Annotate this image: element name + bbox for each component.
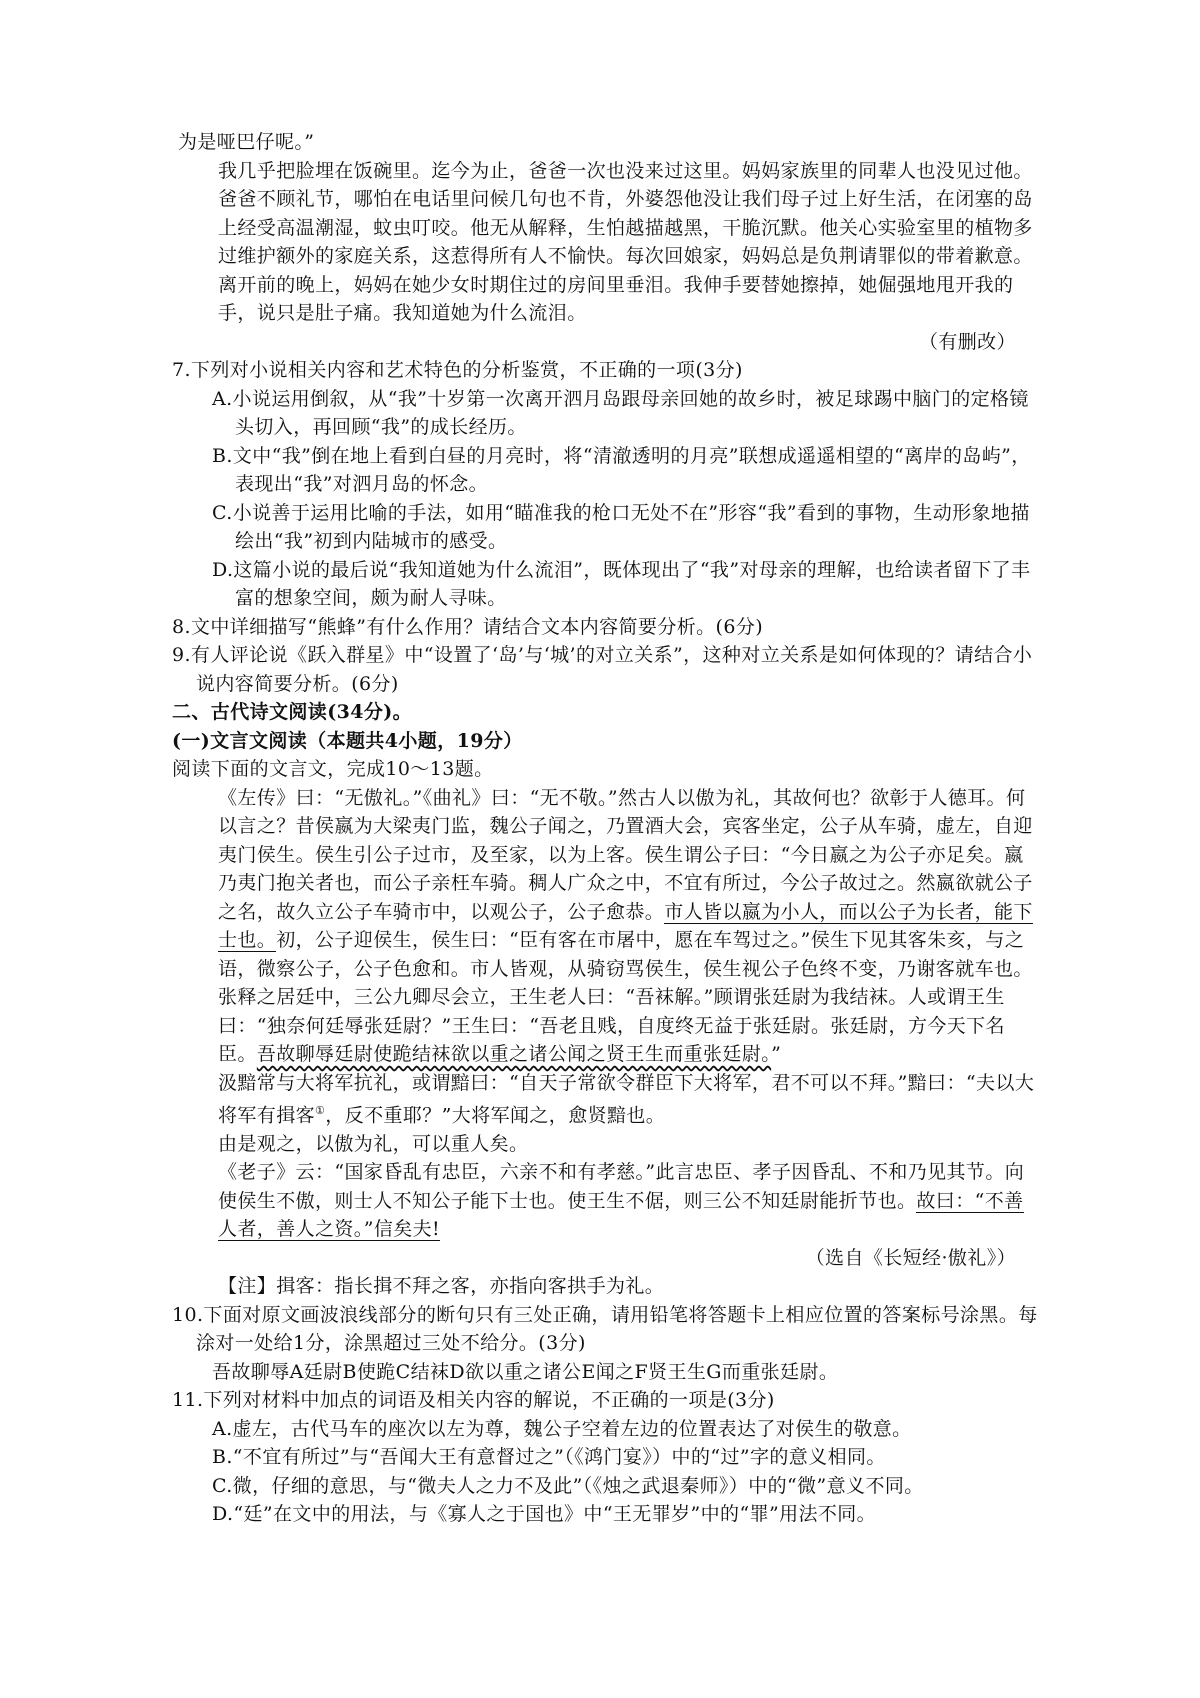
classical-text: 《左传》曰：“无傲礼。”《曲礼》曰：“无不敬。”然古人以傲为礼，其故何也？欲彰于人德耳。何以言之？昔侯嬴为大梁夷门监，魏公子闻之，乃置酒大会，宾客坐定，公子从车骑，虚左，自迎夷门侯生。侯生引公子过市，及至家，以为上客。侯生谓公子曰：“今日嬴之为公子亦足矣。嬴乃夷门抱关者也，而公子亲枉车骑。稠人广众之中，不宜有所过，今公子故过之。然嬴欲就公子之名，故久立公子车骑市中，以观公子，公子愈恭。 <box>218 786 1033 923</box>
section-2-title: 二、古代诗文阅读(34分)。 <box>172 701 413 723</box>
story-paragraph <box>178 157 1038 271</box>
reading-instruction: 阅读下面的文言文，完成10～13题。 <box>172 758 494 780</box>
story-paragraph <box>178 271 1038 328</box>
classical-text: 初，公子迎侯生，侯生曰：“臣有客在市屠中，愿在车驾过之。”侯生下见其客朱亥，与之语，微察公子，公子色愈和。市人皆观，从骑窃骂侯生，侯生视公子色终不变，乃谢客就车也。 <box>218 929 1033 980</box>
question-9: 9.有人评论说《跃入群星》中“设置了‘岛’与‘城’的对立关系”，这种对立关系是如何体现的？请结合小说内容简要分析。(6分) <box>172 644 1033 695</box>
classical-paragraph-5 <box>178 1158 1038 1244</box>
question-8: 8.文中详细描写“熊蜂”有什么作用？请结合文本内容简要分析。(6分) <box>172 615 764 638</box>
question-7-option-c: C.小说善于运用比喻的手法，如用“瞄准我的枪口无处不在”形容“我”看到的事物，生动形象地描绘出“我”初到内陆城市的感受。 <box>212 501 1030 552</box>
classical-paragraph-3 <box>178 1069 1038 1130</box>
classical-text: ，反不重耶？”大将军闻之，愈贤黯也。 <box>325 1104 666 1127</box>
footnote: 【注】揖客：指长揖不拜之客，亦指向客拱手为礼。 <box>218 1275 665 1298</box>
classical-text: 张释之居廷中，三公九卿尽会立，王生老人曰：“吾袜解。”顾谓张廷尉为我结袜。人或谓王生曰：“独奈何廷辱张廷尉？”王生曰：“吾老且贱，自度终无益于张廷尉。张廷尉，方今天下名臣。 <box>218 986 1005 1065</box>
story-fragment: 为是哑巴仔呢。” <box>178 131 315 153</box>
classical-text: 汲黯常与大将军抗礼，或谓黯曰：“自天子常欲令群臣下大将军，君不可以不拜。”黯曰：“夫以大将军有揖客 <box>218 1071 1035 1127</box>
question-7-option-b: B.文中“我”倒在地上看到白昼的月亮时，将“清澈透明的月亮”联想成遥遥相望的“离岸的岛屿”，表现出“我”对泗月岛的怀念。 <box>212 444 1031 495</box>
classical-paragraph-1 <box>178 784 1038 984</box>
story-paragraph-text: 我几乎把脸埋在饭碗里。迄今为止，爸爸一次也没来过这里。妈妈家族里的同辈人也没见过他。爸爸不顾礼节，哪怕在电话里问候几句也不肯，外婆怨他没让我们母子过上好生活，在闭塞的岛上经受高温潮湿，蚊虫叮咬。他无从解释，生怕越描越黑，干脆沉默。他关心实验室里的植物多过维护额外的家庭关系，这惹得所有人不愉快。每次回娘家，妈妈总是负荆请罪似的带着歉意。 <box>218 159 1033 267</box>
question-10-stem: 10.下面对原文画波浪线部分的断句只有三处正确，请用铅笔将答题卡上相应位置的答案标号涂黑。每涂对一处给1分，涂黑超过三处不给分。(3分) <box>172 1303 1038 1355</box>
source-citation: （选自《长短经·傲礼》） <box>805 1246 1016 1269</box>
classical-text: ” <box>771 1043 782 1065</box>
classical-text: 《老子》云：“国家昏乱有忠臣，六亲不和有孝慈。”此言忠臣、孝子因昏乱、不和乃见其节。向使侯生不傲，则士人不知公子能下士也。使王生不倨，则三公不知廷尉能折节也。 <box>218 1161 1025 1212</box>
wavy-underlined-sentence: 吾故聊辱廷尉使跪结袜欲以重之诸公闻之贤王生而重张廷尉。 <box>256 1043 772 1065</box>
question-7-option-d: D.这篇小说的最后说“我知道她为什么流泪”，既体现出了“我”对母亲的理解，也给读者留下了丰富的想象空间，颇为耐人寻味。 <box>212 558 1031 609</box>
question-7-stem: 7.下列对小说相关内容和艺术特色的分析鉴赏，不正确的一项(3分) <box>172 359 743 381</box>
classical-paragraph-2 <box>178 983 1038 1069</box>
question-11-option-b: B.“不宜有所过”与“吾闻大王有意督过之”（《鸿门宴》）中的“过”字的意义相同。 <box>212 1446 886 1469</box>
abridged-note: （有删改） <box>918 330 1016 353</box>
footnote-marker: ① <box>315 1104 326 1117</box>
question-11-option-a: A.虚左，古代马车的座次以左为尊，魏公子空着左边的位置表达了对侯生的敬意。 <box>212 1417 912 1440</box>
question-11-option-c: C.微，仔细的意思，与“微夫人之力不及此”（《烛之武退秦师》）中的“微”意义不同。 <box>212 1474 924 1497</box>
question-10-sentence: 吾故聊辱A廷尉B使跪C结袜D欲以重之诸公E闻之F贤王生G而重张廷尉。 <box>212 1360 839 1383</box>
story-paragraph-text: 离开前的晚上，妈妈在她少女时期住过的房间里垂泪。我伸手要替她擦掉，她倔强地甩开我的手，说只是肚子痛。我知道她为什么流泪。 <box>218 273 1014 324</box>
underlined-sentence: 故曰：“不善人者，善人之资。”信矣夫! <box>218 1189 1024 1241</box>
section-2-subtitle: (一)文言文阅读（本题共4小题，19分） <box>172 729 523 752</box>
underlined-sentence: 市人皆以嬴为小人，而以公子为长者，能下士也。 <box>218 900 1033 951</box>
exam-page <box>172 128 1038 1529</box>
question-7-option-a: A.小说运用倒叙，从“我”十岁第一次离开泗月岛跟母亲回她的故乡时，被足球踢中脑门的定格镜头切入，再回顾“我”的成长经历。 <box>212 387 1029 438</box>
question-11-option-d: D.“廷”在文中的用法，与《寡人之于国也》中“王无罪岁”中的“罪”用法不同。 <box>212 1503 877 1526</box>
classical-paragraph-4: 由是观之，以傲为礼，可以重人矣。 <box>218 1132 529 1155</box>
question-11-stem: 11.下列对材料中加点的词语及相关内容的解说，不正确的一项是(3分) <box>172 1389 775 1412</box>
